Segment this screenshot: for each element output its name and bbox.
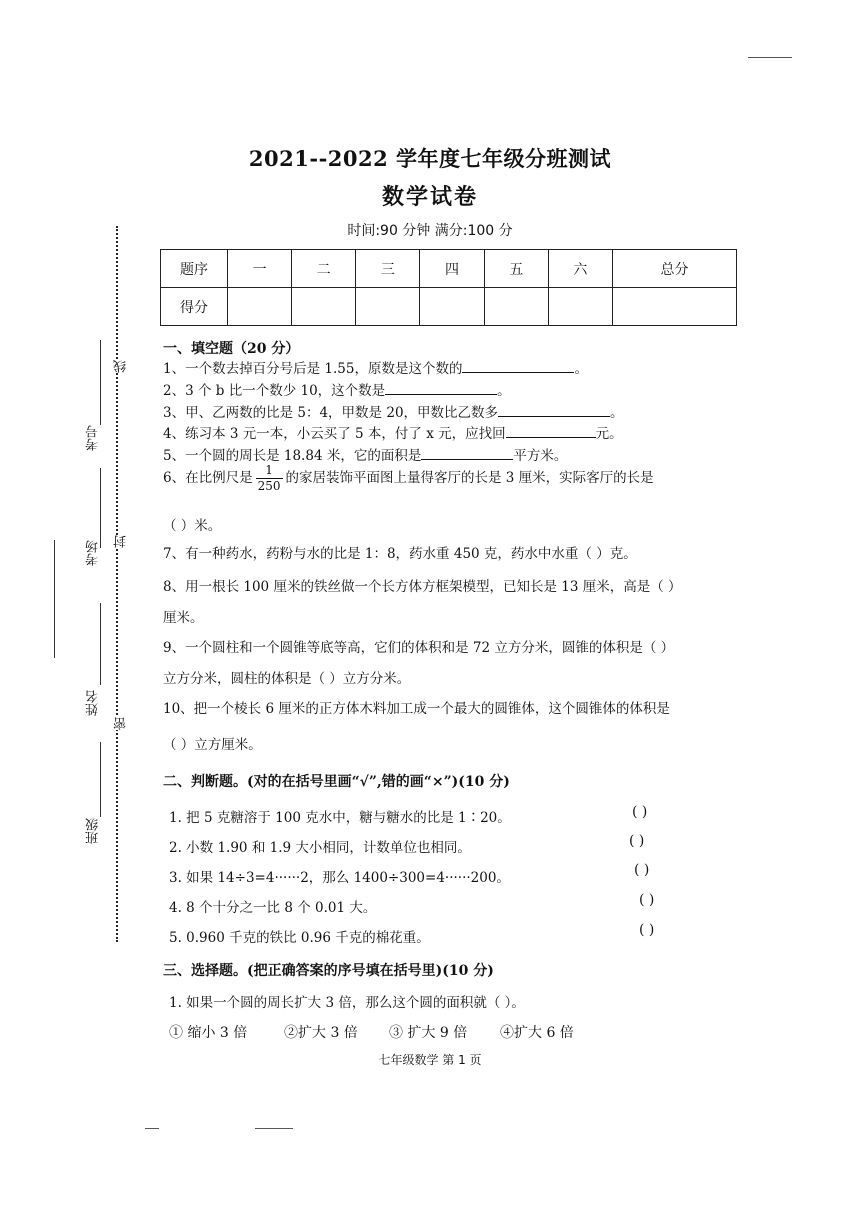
answer-blank[interactable] [421,445,513,460]
table-cell: 总分 [612,250,736,288]
table-cell: 五 [484,250,548,288]
score-entry-cell[interactable] [292,288,356,326]
answer-blank[interactable] [506,423,596,438]
fraction-denominator: 250 [257,479,281,493]
question-1-6-cont: （ ）米。 [163,518,222,534]
scale-fraction [256,463,283,494]
question-text: 6、在比例尺是 [163,470,253,486]
table-cell: 得分 [161,288,228,326]
question-1-6 [163,463,654,494]
score-table-score-row [161,288,737,326]
answer-blank[interactable] [385,380,497,395]
score-table [160,249,737,326]
label-class: 班级 [86,818,101,844]
label-number: 考号 [86,425,101,451]
question-text: 平方米。 [513,448,568,464]
seal-dotted-line [116,226,118,942]
class-blank[interactable] [100,742,101,817]
question-1-3 [163,401,624,421]
number-blank[interactable] [100,340,101,425]
score-entry-cell[interactable] [548,288,612,326]
exam-subtitle: 数学试卷 [381,184,478,210]
table-cell: 题序 [161,250,228,288]
score-entry-cell[interactable] [484,288,548,326]
judge-answer-paren[interactable]: ( ) [632,804,648,820]
table-cell: 一 [228,250,292,288]
judge-answer-paren[interactable]: ( ) [639,922,655,938]
question-text: 3、甲、乙两数的比是 5：4，甲数是 20，甲数比乙数多 [163,405,499,421]
label-room: 考场 [86,540,101,566]
question-text: 4、练习本 3 元一本，小云买了 5 本，付了 x 元，应找回 [163,426,506,442]
seal-secret-char: 密 [114,717,129,730]
judge-item-3: 3. 如果 14÷3=4······2，那么 1400÷300=4······200。 [169,870,510,886]
choice-option-2[interactable]: ②扩大 3 倍 [284,1025,358,1041]
question-1-2 [163,379,511,399]
score-entry-cell[interactable] [228,288,292,326]
judge-item-2: 2. 小数 1.90 和 1.9 大小相同，计数单位也相同。 [169,840,471,856]
judge-answer-paren[interactable]: ( ) [639,892,655,908]
question-1-7: 7、有一种药水，药粉与水的比是 1：8，药水重 450 克，药水中水重（ ）克。 [163,546,637,562]
choice-option-1[interactable]: ① 缩小 3 倍 [169,1025,248,1041]
question-1-8-cont: 厘米。 [163,610,204,626]
scan-mark [255,1128,293,1129]
time-info: 时间:90 分钟 满分:100 分 [347,223,513,239]
score-entry-cell[interactable] [420,288,484,326]
question-text: 元。 [595,426,623,442]
table-cell: 二 [292,250,356,288]
score-entry-cell[interactable] [356,288,420,326]
scan-mark [145,1128,159,1129]
question-1-1 [163,357,588,377]
margin-line [54,540,55,658]
question-1-8: 8、用一根长 100 厘米的铁丝做一个长方体方框架模型，已知长是 13 厘米，高是（ ） [163,579,682,595]
label-name: 姓名 [86,690,101,716]
score-entry-cell[interactable] [612,288,736,326]
section-1-heading: 一、填空题（20 分） [163,341,300,357]
choice-option-3[interactable]: ③ 扩大 9 倍 [389,1025,468,1041]
question-text: 。 [610,405,624,421]
judge-item-5: 5. 0.960 千克的铁比 0.96 千克的棉花重。 [169,930,430,946]
score-table-header-row [161,250,737,288]
table-cell: 三 [356,250,420,288]
seal-line-char: 线 [114,360,129,373]
judge-answer-paren[interactable]: ( ) [629,833,645,849]
answer-blank[interactable] [462,358,574,373]
seal-seal-char: 封 [114,535,129,548]
question-1-10: 10、把一个棱长 6 厘米的正方体木料加工成一个最大的圆锥体，这个圆锥体的体积是 [163,701,670,717]
question-text: 的家居装饰平面图上量得客厅的长是 3 厘米，实际客厅的长是 [285,470,654,486]
question-text: 。 [497,383,511,399]
question-1-5 [163,444,567,464]
section-2-heading: 二、判断题。(对的在括号里画“√”,错的画“×”)(10 分) [163,774,510,790]
question-1-10-cont: （ ）立方厘米。 [163,737,262,753]
page-footer: 七年级数学 第 1 页 [378,1053,482,1067]
exam-title: 2021--2022 学年度七年级分班测试 [248,146,612,171]
name-blank[interactable] [100,603,101,685]
judge-item-4: 4. 8 个十分之一比 8 个 0.01 大。 [169,900,377,916]
question-text: 。 [574,361,588,377]
fraction-numerator: 1 [256,463,283,479]
question-text: 5、一个圆的周长是 18.84 米，它的面积是 [163,448,422,464]
choice-option-4[interactable]: ④扩大 6 倍 [500,1025,574,1041]
judge-item-1: 1. 把 5 克糖溶于 100 克水中，糖与糖水的比是 1∶20。 [169,810,511,826]
question-text: 1、一个数去掉百分号后是 1.55，原数是这个数的 [163,361,463,377]
table-cell: 四 [420,250,484,288]
room-blank[interactable] [100,468,101,548]
section-3-heading: 三、选择题。(把正确答案的序号填在括号里)(10 分) [163,963,494,979]
judge-answer-paren[interactable]: ( ) [634,862,650,878]
question-1-9: 9、一个圆柱和一个圆锥等底等高，它们的体积和是 72 立方分米，圆锥的体积是（ ） [163,640,675,656]
question-1-9-cont: 立方分米，圆柱的体积是（ ）立方分米。 [163,671,411,687]
scan-mark [748,57,792,58]
choice-question-1: 1. 如果一个圆的周长扩大 3 倍，那么这个圆的面积就（ ）。 [169,995,525,1011]
table-cell: 六 [548,250,612,288]
answer-blank[interactable] [498,402,610,417]
question-1-4 [163,422,623,442]
question-text: 2、3 个 b 比一个数少 10，这个数是 [163,383,386,399]
